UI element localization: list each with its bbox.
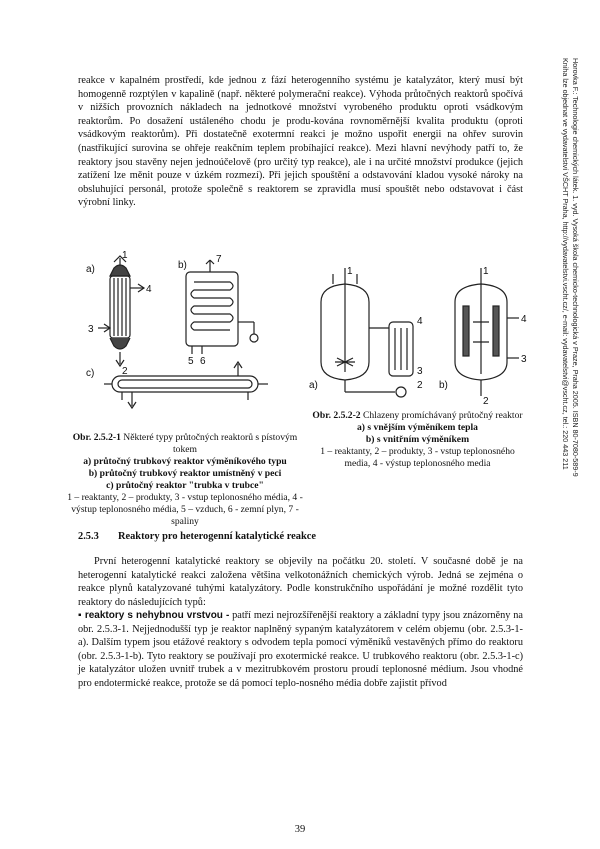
- label-4a: 4: [417, 316, 423, 327]
- bullet-lead: ▪ reaktory s nehybnou vrstvou -: [78, 610, 230, 621]
- citation-line-1: Horovka F.: Technologie chemických látek. 1. vyd. Vysoká škola chemicko-technologická v Praze, Praha 2005. ISBN 80-7080-589-9: [571, 58, 580, 477]
- reactor-c-diagram: [104, 362, 268, 408]
- figure2-caption: [310, 410, 525, 470]
- caption1-legend: 1 – reaktanty, 2 – produkty, 3 - vstup teplonosného média, 4 - výstup teplonosného média, 5 – vzduch, 6 - zemní plyn, 7 - spaliny: [67, 492, 303, 527]
- figure1-caption: [60, 432, 310, 528]
- label-b: b): [178, 260, 187, 271]
- caption1-c: c) průtočný reaktor "trubka v trubce": [106, 480, 264, 491]
- side-citation-note: [552, 58, 580, 654]
- label-b2: b): [439, 380, 448, 391]
- caption2-title: Chlazeny promíchávaný průtočný reaktor: [362, 410, 523, 421]
- caption1-title: Některé typy průtočných reaktorů s pístovým tokem: [123, 432, 298, 455]
- figure-stirred-reactors: [305, 262, 530, 407]
- stirred-reactor-a-diagram: [321, 268, 413, 397]
- label-2b: 2: [483, 396, 489, 407]
- label-3a: 3: [417, 366, 423, 377]
- caption1-number: Obr. 2.5.2-1: [72, 432, 121, 443]
- caption1-b: b) průtočný trubkový reaktor umístněný v peci: [88, 468, 282, 479]
- label-6: 6: [200, 356, 206, 367]
- stirred-reactor-b-diagram: [455, 268, 519, 396]
- label-3b: 3: [521, 354, 527, 365]
- label-c: c): [86, 368, 95, 379]
- bullet-text: patří mezi nejrozšířenější reaktory a základní typy jsou znázorněny na obr. 2.5.3-1. Nejjednodušší typ je reaktor naplněný sypaným katalyzátorem v celém objemu (obr. 2.5.3-1-a). Dalším typem jsou etážové reaktory s odvodem tepla pomocí výměníků vestavěných přímo do reaktoru (obr. 2.5.3-1-b). Tyto reaktory se používají pro exotermické reakce. U trubkového reaktoru (obr. 2.5.3-1-c) je katalyzátor uložen uvnitř trubek a v mezitrubkovém prostoru proudí teplonosné médium. Jsou vhodné pro endotermické reakce, protože se dá pomocí teplo-nosného média dobře zajistit přívod: [78, 610, 523, 689]
- label-a2: a): [309, 380, 318, 391]
- figure-plug-flow-reactors: [78, 248, 308, 428]
- label-4b: 4: [521, 314, 527, 325]
- label-2: 2: [122, 366, 128, 377]
- caption2-a: a) s vnějším výměníkem tepla: [357, 422, 478, 433]
- label-1a: 1: [347, 266, 353, 277]
- reactor-a-diagram: [98, 256, 144, 366]
- caption2-legend: 1 – reaktanty, 2 – produkty, 3 - vstup teplonosného media, 4 - výstup teplonosného media: [320, 446, 515, 469]
- section-paragraph-1: První heterogenní katalytické reaktory se objevily na počátku 20. století. V současné době je na heterogenní katalytické reakci založena většina velkotonážních chemických výrob. Jedná se zejména o reakce plynů katalyzované tuhými katalyzátory. Podle konstrukčního uspořádání je možné rozdělit tyto reaktory do následujících typů:: [78, 556, 523, 608]
- label-a: a): [86, 264, 95, 275]
- label-3: 3: [88, 324, 94, 335]
- label-4: 4: [146, 284, 152, 295]
- section-title: Reaktory pro heterogenní katalytické reakce: [118, 531, 316, 542]
- label-1: 1: [122, 250, 128, 261]
- label-1b: 1: [483, 266, 489, 277]
- section-heading: [78, 531, 316, 542]
- reactor-b-diagram: [186, 260, 258, 354]
- section-number: 2.5.3: [78, 531, 99, 542]
- label-5: 5: [188, 356, 194, 367]
- caption2-b: b) s vnitřním výměníkem: [365, 434, 470, 445]
- page-number: 39: [294, 824, 306, 835]
- caption2-number: Obr. 2.5.2-2: [312, 410, 361, 421]
- section-paragraph-2: [78, 609, 523, 691]
- citation-line-2: Kniha lze objednat ve vydavatelství VŠCHT Praha, http://vydavatelstvi.vscht.cz/, e-mail: vydavatelstvi@vscht.cz, tel.: 220 443 211: [561, 58, 570, 470]
- label-2a: 2: [417, 380, 423, 391]
- label-7: 7: [216, 254, 222, 265]
- intro-paragraph: reakce v kapalném prostředí, kde jednou z fází heterogenního systému je katalyzátor, který musí být homogenně rozptýlen v kapalině (např. některé polymerační reakce). Výhoda průtočných reaktorů spočívá v nižších provozních nákladech na jednotkové množství vyrobeného produktu oproti vsádkovým reaktorům. Po dosažení ustáleného chodu je produ-kována rovnoměrnější kvalita produktu (oproti vsádkovým reaktorům). Při dostatečně exotermní reakci je možno uspořit energii na ohřev surovin (nastřikující surovina se ohřeje reakčním teplem probíhající reakce). Mezi hlavní nevýhody patří to, že reaktory jsou stavěny nejen jednoúčelově (pro určitý typ reakce), ale i na určité množství produkce (jejich zatížení lze měnit pouze v úzkém rozmezí). Při jejich spouštění a odstavování kladou vysoké nároky na obsluhující personál, protože společně s reaktorem se zpravidla musí spouštět nebo odstavovat i část výrobní linky.: [78, 75, 523, 209]
- caption1-a: a) průtočný trubkový reaktor výměníkového typu: [83, 456, 287, 467]
